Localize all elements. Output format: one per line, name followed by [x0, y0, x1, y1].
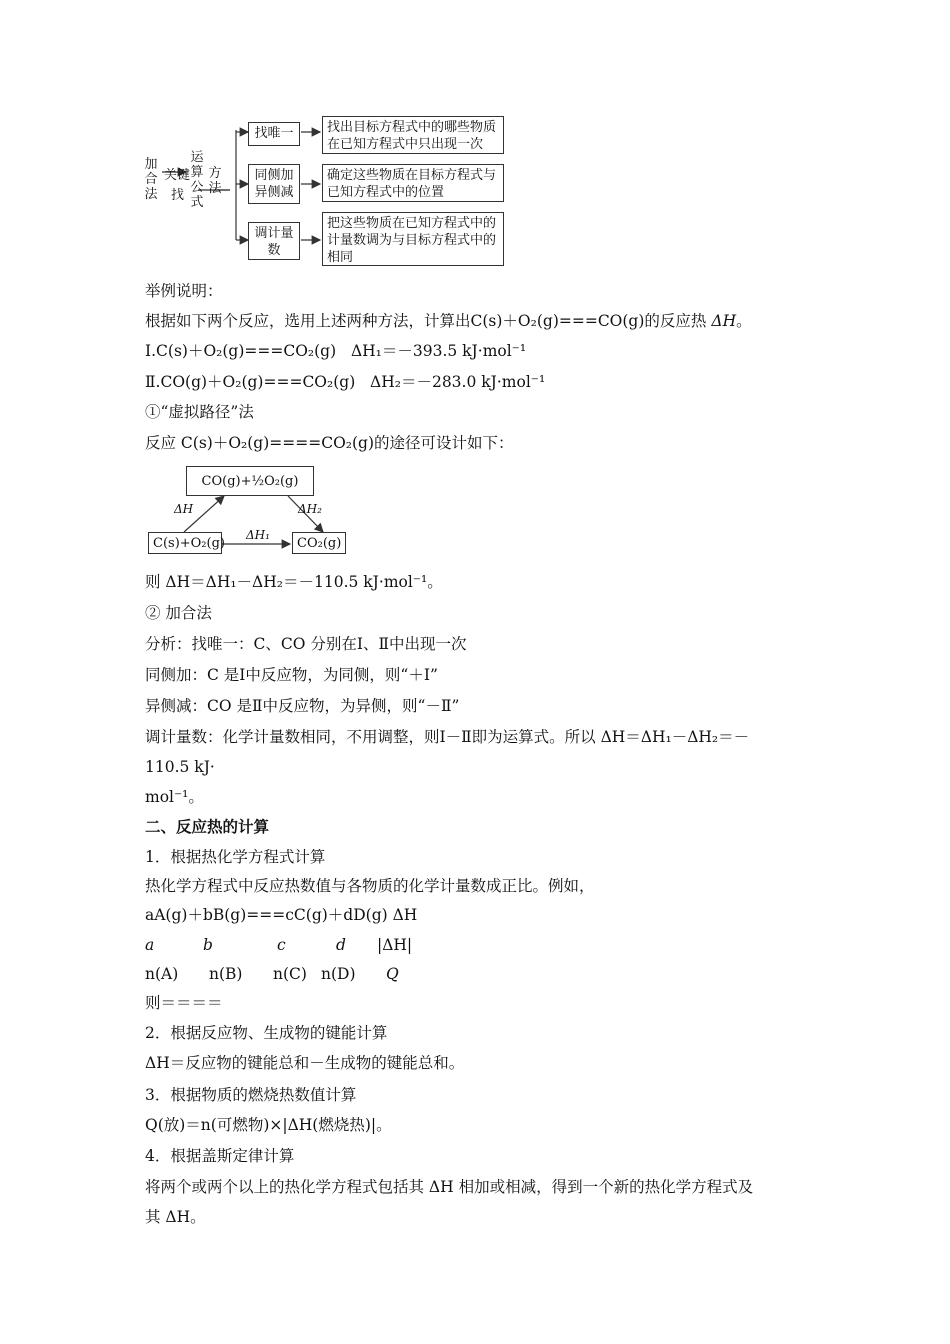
s1-row2-a: n(A) — [145, 965, 179, 983]
step-box-1: 找唯一 — [248, 122, 300, 146]
s1-title: 1．根据热化学方程式计算 — [145, 848, 326, 866]
method-flowchart — [140, 112, 510, 272]
s1-text: 热化学方程式中反应热数值与各物质的化学计量数成正比。例如， — [145, 877, 595, 895]
s2-text: ΔH＝反应物的键能总和－生成物的键能总和。 — [145, 1054, 465, 1072]
root-label: 加合法 — [144, 157, 158, 202]
s4-text-2: 其 ΔH。 — [145, 1208, 206, 1226]
section-2-heading: 二、反应热的计算 — [145, 817, 270, 836]
s1-row2-q: Q — [386, 965, 399, 983]
node-left: C(s)+O₂(g) — [148, 532, 222, 554]
s1-row1-a: a — [145, 936, 155, 954]
s2-title: 2．根据反应物、生成物的键能计算 — [145, 1024, 388, 1042]
s1-row1-dh: |ΔH| — [377, 936, 413, 954]
step-desc-1: 找出目标方程式中的哪些物质在已知方程式中只出现一次 — [322, 116, 504, 154]
find-label: 找 — [171, 188, 185, 203]
label-dh: ΔH — [174, 502, 194, 516]
s1-row1-d: d — [336, 936, 346, 954]
example-title: 举例说明： — [145, 282, 223, 300]
key-label: 关键 — [164, 168, 191, 183]
s4-text: 将两个或两个以上的热化学方程式包括其 ΔH 相加或相减，得到一个新的热化学方程式及 — [145, 1178, 754, 1196]
s1-row1-c: c — [277, 936, 286, 954]
method-label: 方法 — [208, 166, 222, 196]
path-diagram — [148, 464, 358, 556]
adjust-line-2: 110.5 kJ· — [145, 758, 215, 776]
adjust-line: 调计量数：化学计量数相同，不用调整，则Ⅰ－Ⅱ即为运算式。所以 ΔH＝ΔH₁－ΔH₂＝－ — [145, 728, 750, 746]
operation-label: 运算公式 — [190, 150, 204, 210]
step-box-2: 同侧加异侧减 — [248, 164, 300, 204]
intro-line: 根据如下两个反应，选用上述两种方法，计算出C(s)＋O₂(g)===CO(g)的反应热 ΔH。 — [145, 312, 752, 330]
adjust-line-3: mol⁻¹。 — [145, 788, 204, 806]
step-desc-3: 把这些物质在已知方程式中的计量数调为与目标方程式中的相同 — [322, 212, 504, 266]
s1-row2-c: n(C) — [273, 965, 307, 983]
s1-row2-b: n(B) — [209, 965, 243, 983]
s3-text: Q(放)＝n(可燃物)×|ΔH(燃烧热)|。 — [145, 1116, 392, 1134]
method1-title: ①“虚拟路径”法 — [145, 403, 254, 421]
label-dh1: ΔH₁ — [246, 528, 270, 542]
node-right: CO₂(g) — [292, 532, 346, 554]
analysis-line: 分析：找唯一：C、CO 分别在Ⅰ、Ⅱ中出现一次 — [145, 635, 467, 653]
s1-then: 则＝＝＝＝ — [145, 994, 223, 1012]
s1-row1-b: b — [203, 936, 213, 954]
label-dh2: ΔH₂ — [298, 502, 322, 516]
step-desc-2: 确定这些物质在目标方程式与已知方程式中的位置 — [322, 164, 504, 202]
s1-equation: aA(g)＋bB(g)===cC(g)＋dD(g) ΔH — [145, 906, 418, 924]
method2-title: ② 加合法 — [145, 604, 212, 622]
step-box-3: 调计量数 — [248, 222, 300, 260]
path-intro: 反应 C(s)＋O₂(g)====CO₂(g)的途径可设计如下： — [145, 434, 514, 452]
s1-row2-d: n(D) — [321, 965, 356, 983]
s3-title: 3．根据物质的燃烧热数值计算 — [145, 1086, 357, 1104]
reaction-2: Ⅱ.CO(g)＋O₂(g)===CO₂(g) ΔH₂＝－283.0 kJ·mol⁻¹ — [145, 373, 546, 391]
node-top: CO(g)+½O₂(g) — [186, 466, 314, 496]
s4-title: 4．根据盖斯定律计算 — [145, 1147, 295, 1165]
result-1: 则 ΔH＝ΔH₁－ΔH₂＝－110.5 kJ·mol⁻¹。 — [145, 573, 443, 591]
diff-side-line: 异侧减：CO 是Ⅱ中反应物，为异侧，则“－Ⅱ” — [145, 697, 460, 715]
reaction-1: Ⅰ.C(s)＋O₂(g)===CO₂(g) ΔH₁＝－393.5 kJ·mol⁻¹ — [145, 342, 527, 360]
same-side-line: 同侧加：C 是Ⅰ中反应物，为同侧，则“＋Ⅰ” — [145, 666, 438, 684]
